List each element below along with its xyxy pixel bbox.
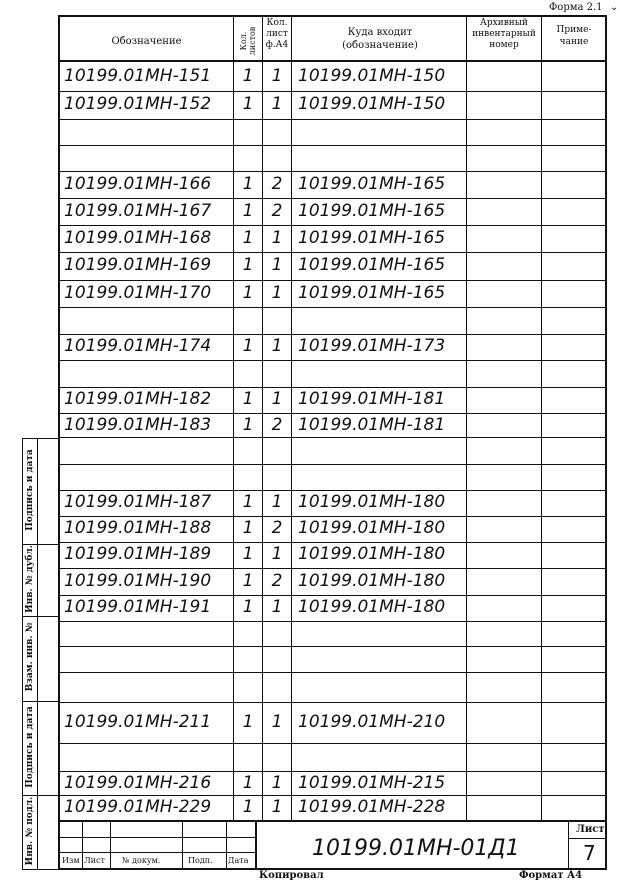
header-a4-count: Кол. лист ф.А4 (265, 18, 289, 50)
row-a4-count: 1 (271, 492, 283, 512)
side-strip-top (22, 438, 59, 439)
row-where-used: 10199.01МН-180 (298, 492, 446, 512)
row-designation: 10199.01МН-166 (64, 173, 212, 194)
row-where-used: 10199.01МН-150 (298, 65, 446, 86)
title-block-divider (255, 820, 257, 870)
row-designation: 10199.01МН-188 (64, 518, 212, 538)
row-where-used: 10199.01МН-150 (298, 94, 446, 114)
row-designation: 10199.01МН-151 (64, 65, 212, 86)
row-a4-count: 2 (271, 173, 283, 194)
tb-col-label-sign: Подп. (188, 856, 213, 865)
row-a4-count: 1 (271, 255, 283, 275)
table-row (60, 145, 605, 171)
table-row (60, 119, 605, 145)
side-strip-bottom (22, 869, 59, 870)
tb-col-label-sheet: Лист (84, 856, 105, 865)
row-designation: 10199.01МН-174 (64, 336, 212, 356)
row-designation: 10199.01МН-229 (64, 797, 212, 817)
sheet-box-left (568, 820, 569, 870)
table-row (60, 91, 605, 119)
row-a4-count: 1 (271, 282, 283, 303)
row-sheets-count: 1 (242, 570, 254, 591)
table-row (60, 568, 605, 595)
table-row (60, 437, 605, 464)
table-row (60, 307, 605, 334)
row-a4-count: 1 (271, 544, 283, 564)
row-sheets-count: 1 (242, 94, 254, 114)
row-designation: 10199.01МН-190 (64, 570, 212, 591)
header-archive-number: Архивный инвентарный номер (472, 18, 536, 50)
tb-col-3 (182, 820, 183, 870)
row-sheets-count: 1 (242, 65, 254, 86)
header-sheets-count: Кол. листов (239, 26, 257, 56)
sheet-number: 7 (583, 841, 596, 865)
row-where-used: 10199.01МН-180 (298, 544, 446, 564)
row-designation: 10199.01МН-169 (64, 255, 212, 275)
row-a4-count: 1 (271, 711, 283, 732)
sheet-label: Лист (576, 824, 605, 835)
row-sheets-count: 1 (242, 336, 254, 356)
tb-col-label-doc: № докум. (122, 856, 161, 865)
table-row (60, 646, 605, 672)
row-designation: 10199.01МН-187 (64, 492, 212, 512)
row-sheets-count: 1 (242, 415, 254, 435)
title-block-top (58, 820, 607, 822)
header-where-used: Куда входит (обозначение) (342, 27, 418, 51)
row-a4-count: 1 (271, 227, 283, 248)
row-sheets-count: 1 (242, 518, 254, 538)
sheet-box-sep (568, 838, 606, 839)
row-where-used: 10199.01МН-181 (298, 389, 446, 409)
table-row (60, 621, 605, 646)
table-row (60, 360, 605, 387)
table-row (60, 672, 605, 702)
tb-col-label-change: Изм (62, 856, 80, 865)
side-strip-left (22, 438, 23, 870)
row-a4-count: 2 (271, 200, 283, 221)
row-a4-count: 2 (271, 415, 283, 435)
row-a4-count: 1 (271, 336, 283, 356)
row-sheets-count: 1 (242, 173, 254, 194)
side-label-signature-date-2: Подпись и дата (25, 706, 35, 788)
table-row (60, 334, 605, 360)
table-row (60, 542, 605, 568)
table-row (60, 743, 605, 771)
row-designation: 10199.01МН-167 (64, 200, 212, 221)
row-where-used: 10199.01МН-181 (298, 415, 446, 435)
table-row (60, 252, 605, 280)
row-designation: 10199.01МН-170 (64, 282, 212, 303)
tb-col-2 (110, 820, 111, 870)
row-where-used: 10199.01МН-180 (298, 597, 446, 617)
side-label-signature-date-1: Подпись и дата (25, 449, 35, 531)
table-row (60, 516, 605, 542)
row-designation: 10199.01МН-152 (64, 94, 212, 114)
row-sheets-count: 1 (242, 492, 254, 512)
form-label: Форма 2.1 (549, 2, 603, 13)
table-row (60, 795, 605, 820)
row-a4-count: 1 (271, 773, 283, 793)
table-row (60, 702, 605, 743)
table-row (60, 771, 605, 795)
row-designation: 10199.01МН-168 (64, 227, 212, 248)
footer-copied: Копировал (259, 870, 324, 881)
row-where-used: 10199.01МН-210 (298, 711, 446, 732)
row-where-used: 10199.01МН-180 (298, 570, 446, 591)
row-sheets-count: 1 (242, 389, 254, 409)
row-designation: 10199.01МН-183 (64, 415, 212, 435)
table-row (60, 198, 605, 225)
table-row (60, 171, 605, 198)
row-designation: 10199.01МН-216 (64, 773, 212, 793)
row-sheets-count: 1 (242, 797, 254, 817)
row-sheets-count: 1 (242, 227, 254, 248)
document-code: 10199.01МН-01Д1 (312, 836, 520, 861)
side-label-dup-inv: Инв. № дубл. (25, 545, 35, 613)
footer-format: Формат А4 (519, 870, 583, 881)
row-designation: 10199.01МН-211 (64, 711, 212, 732)
row-designation: 10199.01МН-182 (64, 389, 212, 409)
side-label-replace-inv: Взам. инв. № (25, 622, 35, 692)
row-a4-count: 2 (271, 518, 283, 538)
row-sheets-count: 1 (242, 282, 254, 303)
row-sheets-count: 1 (242, 544, 254, 564)
row-designation: 10199.01МН-191 (64, 597, 212, 617)
row-where-used: 10199.01МН-215 (298, 773, 446, 793)
side-label-original-inv: Инв. № подл. (25, 796, 35, 866)
table-row (60, 62, 605, 91)
tb-col-1 (82, 820, 83, 870)
frame-right (605, 15, 607, 870)
row-a4-count: 2 (271, 570, 283, 591)
tb-col-label-date: Дата (228, 856, 249, 865)
table-row (60, 464, 605, 490)
table-row (60, 280, 605, 307)
row-where-used: 10199.01МН-165 (298, 255, 446, 275)
tb-col-4 (226, 820, 227, 870)
table-row (60, 490, 605, 516)
row-where-used: 10199.01МН-165 (298, 173, 446, 194)
row-where-used: 10199.01МН-173 (298, 336, 446, 356)
row-a4-count: 1 (271, 797, 283, 817)
header-note: Приме-чание (556, 25, 592, 47)
corner-mark-icon: ⌄ (610, 2, 619, 13)
row-sheets-count: 1 (242, 711, 254, 732)
table-row (60, 413, 605, 437)
row-a4-count: 1 (271, 389, 283, 409)
row-sheets-count: 1 (242, 255, 254, 275)
row-designation: 10199.01МН-189 (64, 544, 212, 564)
row-sheets-count: 1 (242, 200, 254, 221)
row-where-used: 10199.01МН-165 (298, 200, 446, 221)
row-a4-count: 1 (271, 597, 283, 617)
frame-top (58, 15, 607, 17)
table-row (60, 595, 605, 621)
table-row (60, 225, 605, 252)
row-a4-count: 1 (271, 65, 283, 86)
row-where-used: 10199.01МН-165 (298, 227, 446, 248)
header-designation: Обозначение (111, 36, 182, 47)
table-row (60, 387, 605, 413)
side-strip-mid (37, 438, 38, 870)
row-a4-count: 1 (271, 94, 283, 114)
row-sheets-count: 1 (242, 773, 254, 793)
row-where-used: 10199.01МН-165 (298, 282, 446, 303)
row-where-used: 10199.01МН-228 (298, 797, 446, 817)
row-where-used: 10199.01МН-180 (298, 518, 446, 538)
row-sheets-count: 1 (242, 597, 254, 617)
